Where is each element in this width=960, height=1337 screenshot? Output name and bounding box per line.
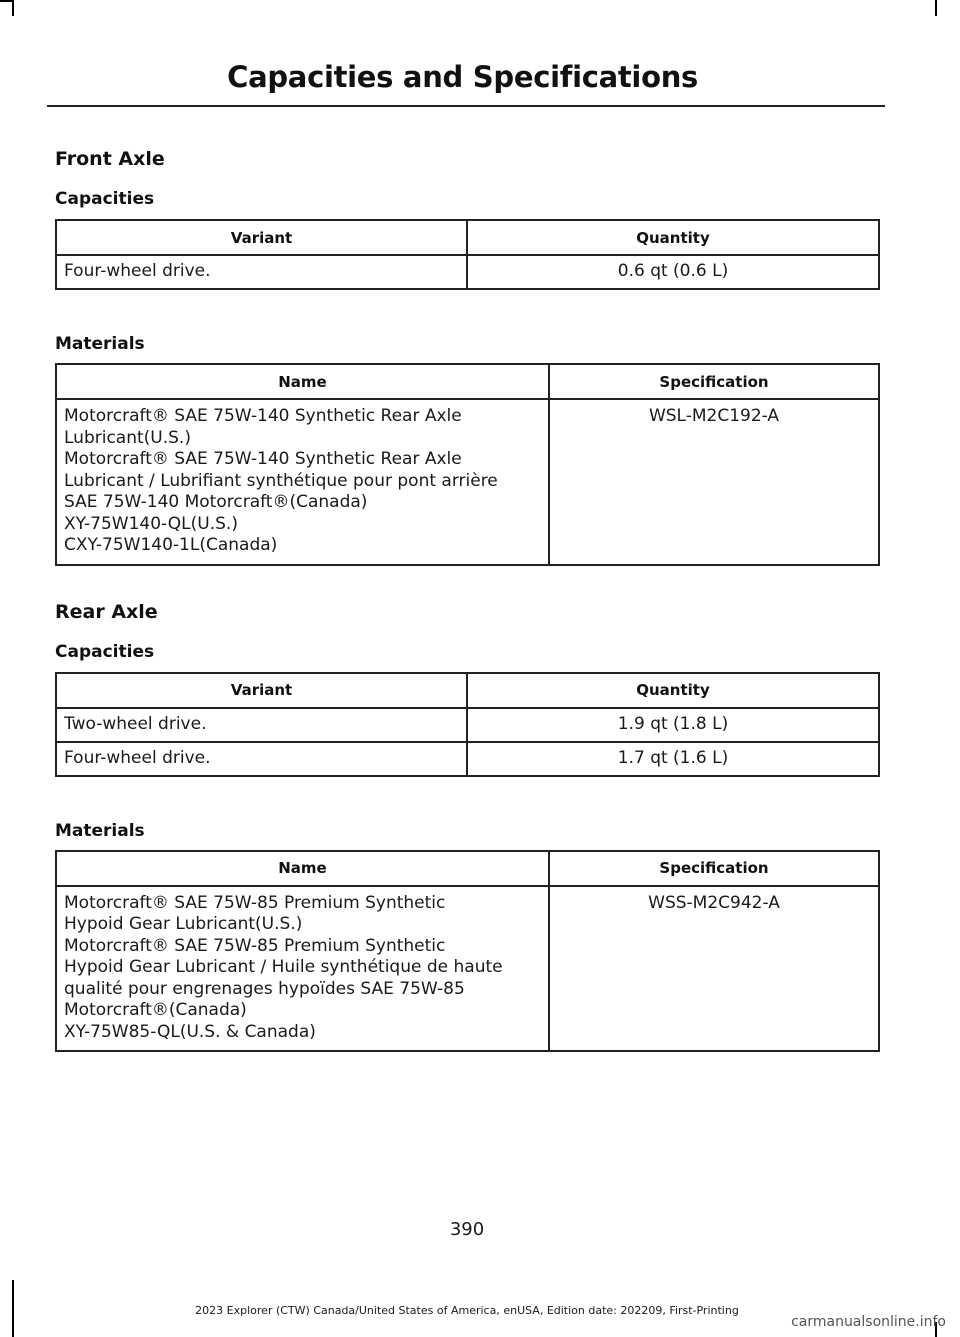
material-name-line: XY-75W85-QL(U.S. & Canada) bbox=[64, 1021, 316, 1042]
column-header: Quantity bbox=[467, 220, 879, 255]
header-divider bbox=[47, 105, 885, 107]
material-name-line: qualité pour engrenages hypoïdes SAE 75W-85 bbox=[64, 978, 465, 999]
column-header: Variant bbox=[56, 220, 467, 255]
column-header: Name bbox=[56, 851, 549, 886]
rear-axle-materials-table bbox=[55, 850, 880, 1053]
material-name-line: CXY-75W140-1L(Canada) bbox=[64, 535, 278, 555]
table-header-row bbox=[56, 220, 879, 255]
page-number: 390 bbox=[449, 1219, 485, 1240]
material-name-cell bbox=[56, 399, 549, 565]
front-axle-capacities-table bbox=[55, 219, 880, 290]
column-header: Name bbox=[56, 364, 549, 399]
material-name-line: Hypoid Gear Lubricant(U.S.) bbox=[64, 914, 303, 934]
variant-cell: Four-wheel drive. bbox=[56, 742, 467, 776]
table-row bbox=[56, 255, 879, 289]
front-axle-heading: Front Axle bbox=[55, 148, 165, 170]
material-name-cell bbox=[56, 886, 549, 1052]
quantity-cell: 0.6 qt (0.6 L) bbox=[467, 255, 879, 289]
material-name-line: Motorcraft® SAE 75W-140 Synthetic Rear Axle bbox=[64, 406, 462, 426]
front-axle-capacities-heading: Capacities bbox=[55, 189, 155, 209]
page-content bbox=[55, 140, 878, 1052]
front-axle-materials-heading: Materials bbox=[55, 334, 145, 354]
material-name-line: Hypoid Gear Lubricant / Huile synthétique de haute bbox=[64, 957, 503, 977]
rear-axle-heading: Rear Axle bbox=[55, 600, 158, 623]
crop-mark bbox=[0, 0, 12, 2]
crop-mark bbox=[12, 0, 14, 16]
rear-axle-capacities-table bbox=[55, 672, 880, 777]
material-name-line: Lubricant / Lubrifiant synthétique pour pont arrière bbox=[64, 470, 498, 491]
table-row bbox=[56, 742, 879, 776]
page-header-title: Capacities and Specifications bbox=[227, 60, 698, 94]
material-name-line: Motorcraft®(Canada) bbox=[64, 1000, 247, 1020]
table-row bbox=[56, 886, 879, 1052]
crop-mark bbox=[935, 0, 937, 16]
variant-cell: Two-wheel drive. bbox=[56, 708, 467, 742]
table-header-row bbox=[56, 851, 879, 886]
material-name-line: Motorcraft® SAE 75W-85 Premium Synthetic bbox=[64, 892, 446, 913]
material-name-line: Lubricant(U.S.) bbox=[64, 427, 191, 448]
column-header: Variant bbox=[56, 673, 467, 708]
front-axle-materials-table bbox=[55, 363, 880, 566]
table-header-row bbox=[56, 364, 879, 399]
material-name-line: XY-75W140-QL(U.S.) bbox=[64, 513, 238, 534]
table-row bbox=[56, 399, 879, 565]
table-header-row bbox=[56, 673, 879, 708]
rear-axle-capacities-heading: Capacities bbox=[55, 641, 155, 662]
column-header: Specification bbox=[549, 364, 879, 399]
specification-cell: WSS-M2C942-A bbox=[549, 886, 879, 1052]
variant-cell: Four-wheel drive. bbox=[56, 255, 467, 289]
footer-edition-info: 2023 Explorer (CTW) Canada/United States of America, enUSA, Edition date: 202209, First-Printing bbox=[195, 1304, 739, 1317]
table-row bbox=[56, 708, 879, 742]
column-header: Specification bbox=[549, 851, 879, 886]
quantity-cell: 1.9 qt (1.8 L) bbox=[467, 708, 879, 742]
rear-axle-materials-heading: Materials bbox=[55, 820, 145, 841]
column-header: Quantity bbox=[467, 673, 879, 708]
material-name-line: SAE 75W-140 Motorcraft®(Canada) bbox=[64, 492, 368, 512]
quantity-cell: 1.7 qt (1.6 L) bbox=[467, 742, 879, 776]
specification-cell: WSL-M2C192-A bbox=[549, 399, 879, 565]
material-name-line: Motorcraft® SAE 75W-140 Synthetic Rear Axle bbox=[64, 449, 462, 469]
watermark: carmanualsonline.info bbox=[791, 1314, 946, 1330]
material-name-line: Motorcraft® SAE 75W-85 Premium Synthetic bbox=[64, 935, 446, 956]
